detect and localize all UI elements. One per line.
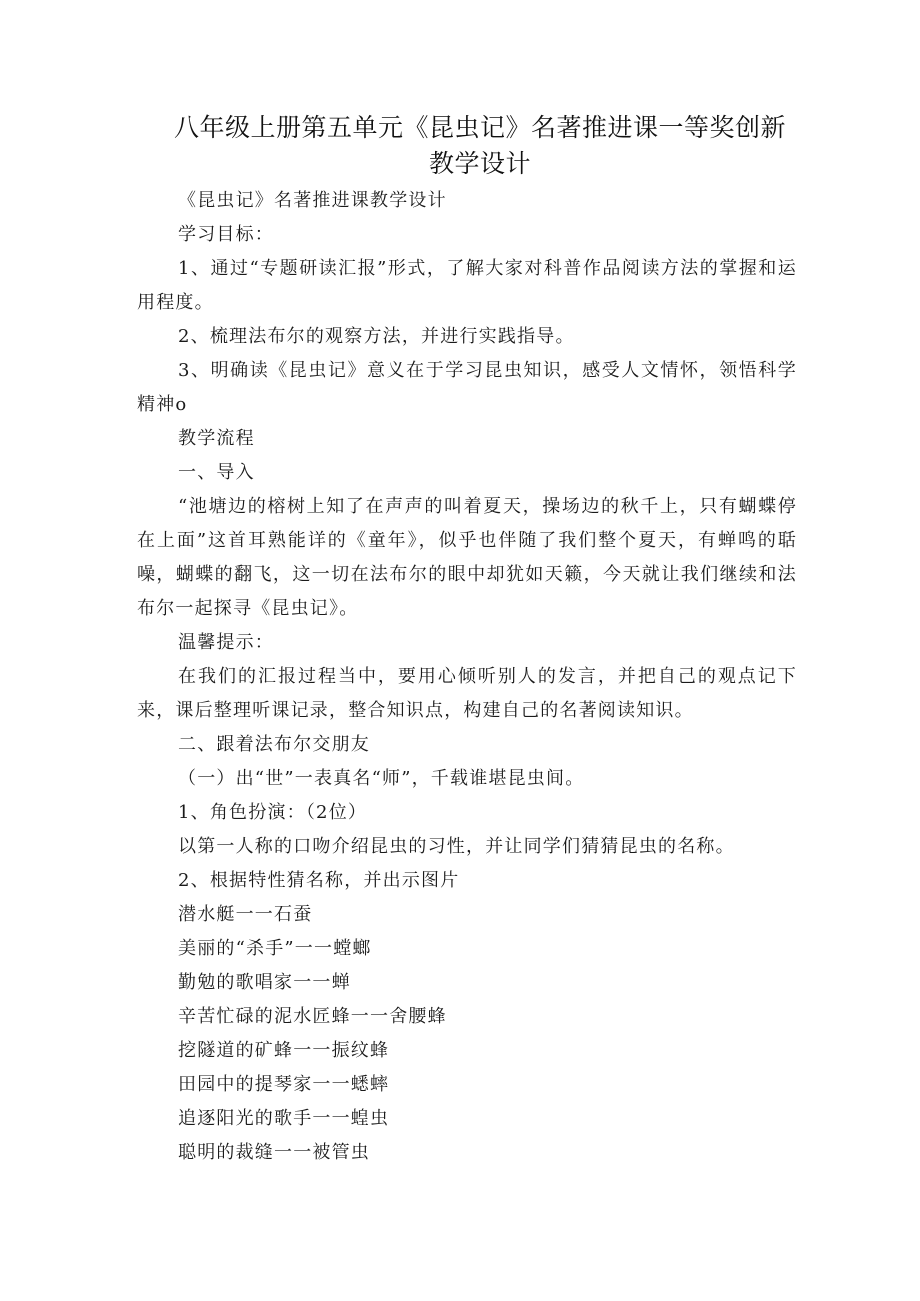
subsection-1-heading: （一）出“世”一表真名“师”，千载谁堪昆虫间。 [178, 768, 585, 789]
guess-heading: 2、根据特性猜名称，并出示图片 [178, 870, 460, 891]
objective-2: 2、梳理法布尔的观察方法，并进行实践指导。 [178, 326, 575, 347]
insect-item: 田园中的提琴家一一蟋蟀 [178, 1074, 390, 1095]
insect-item: 挖隧道的矿蜂一一振纹蜂 [178, 1040, 390, 1061]
tips-heading: 温馨提示： [178, 632, 274, 653]
role-play-heading: 1、角色扮演：（2位） [178, 802, 368, 823]
insect-item: 潜水艇一一石蚕 [178, 904, 313, 925]
insect-item: 追逐阳光的歌手一一蝗虫 [178, 1108, 390, 1129]
process-heading: 教学流程 [178, 428, 255, 449]
section-1-heading: 一、导入 [178, 462, 255, 483]
document-title [150, 110, 810, 182]
insect-item: 聪明的裁缝一一被管虫 [178, 1142, 370, 1163]
subtitle: 《昆虫记》名著推进课教学设计 [178, 190, 447, 211]
title-line-2: 教学设计 [428, 149, 531, 178]
section-2-heading: 二、跟着法布尔交朋友 [178, 734, 370, 755]
objective-3: 3、明确读《昆虫记》意义在于学习昆虫知识，感受人文情怀，领悟科学精神o [137, 360, 797, 415]
tips-paragraph: 在我们的汇报过程当中，要用心倾听别人的发言，并把自己的观点记下来，课后整理听课记录，整合知识点，构建自己的名著阅读知识。 [137, 666, 797, 721]
objectives-heading: 学习目标： [178, 224, 274, 245]
role-play-description: 以第一人称的口吻介绍昆虫的习性，并让同学们猜猜昆虫的名称。 [178, 836, 735, 857]
title-line-1: 八年级上册第五单元《昆虫记》名著推进课一等奖创新 [173, 113, 786, 142]
document-body [137, 184, 797, 1170]
insect-item: 美丽的“杀手”一一螳螂 [178, 938, 372, 959]
insect-item: 辛苦忙碌的泥水匠蜂一一舍腰蜂 [178, 1006, 447, 1027]
intro-paragraph: “池塘边的榕树上知了在声声的叫着夏天，操场边的秋千上，只有蝴蝶停在上面”这首耳熟能详的《童年》，似乎也伴随了我们整个夏天，有蝉鸣的聒噪，蝴蝶的翻飞，这一切在法布尔的眼中却犹如天籁，今天就让我们继续和法布尔一起探寻《昆虫记》。 [137, 496, 797, 619]
insect-item: 勤勉的歌唱家一一蝉 [178, 972, 351, 993]
objective-1: 1、通过“专题研读汇报”形式，了解大家对科普作品阅读方法的掌握和运用程度。 [137, 258, 797, 313]
